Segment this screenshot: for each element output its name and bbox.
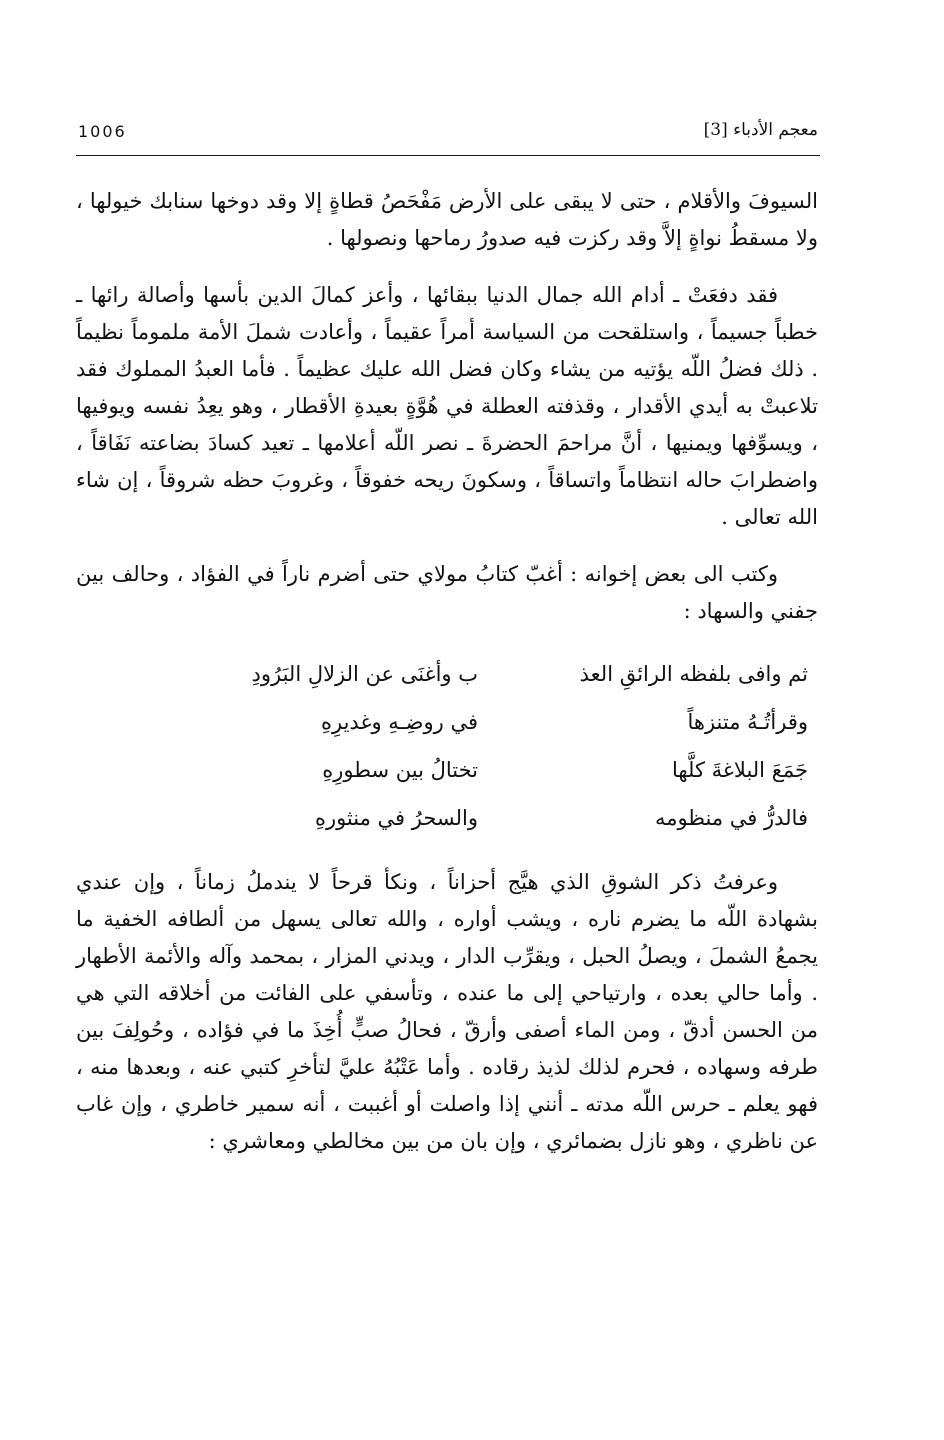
paragraph-closing: وعرفتُ ذكر الشوقِ الذي هيَّج أحزاناً ، ونكأ قرحاً لا يندملُ زماناً ، وإن عندي بشهادة اللّه ما يضرم ناره ، ويشب أواره ، والله تعالى يسهل من ألطافه الخفية ما يجمعُ الشملَ ، ويصلُ الحبل ، ويقرِّب الدار ، ويدني المزار ، بمحمد وآله والأئمة الأطهار . وأما حالي بعده ، وارتياحي إلى ما عنده ، وتأسفي على الفائت من أخلاقه التي هي من الحسن أدقّ ، ومن الماء أصفى وأرقّ ، فحالُ صبٍّ أُخِذَ ما في فؤاده ، وحُولِفَ بين طرفه وسهاده ، فحرم لذلك لذيذ رقاده . وأما عَتْبُهُ عليَّ لتأخرِ كتبي عنه ، وبعدها منه ، فهو يعلم ـ حرس اللّه مدته ـ أنني إذا واصلت أو أغببت ، أنه سمير خاطري ، وإن غاب عن ناظري ، وهو نازل بضمائري ، وإن بان من بين مخالطي ومعاشري :: [76, 870, 818, 1153]
book-title: معجم الأدباء [3]: [703, 120, 818, 140]
paragraph-continuation: السيوفَ والأقلام ، حتى لا يبقى على الأرض مَفْحَصُ قطاةٍ إلا وقد دوخها سنابك خيولها ، ولا مسقطُ نواةٍ إلاَّ وقد ركزت فيه صدورُ رماحها ونصولها .: [76, 189, 818, 250]
paragraph-letter-intro: وكتب الى بعض إخوانه : أغبّ كتابُ مولاي حتى أضرم ناراً في الفؤاد ، وحالف بين جفني والسهاد :: [76, 562, 818, 623]
body-text: [76, 183, 818, 1180]
poem-verse: [76, 794, 818, 842]
verse-first-hemistich: وقرأتُـهُ متنزهاً: [687, 709, 808, 734]
verse-first-hemistich: ثم وافى بلفظه الرائقِ العذ: [579, 661, 808, 686]
verse-first-hemistich: فالدرُّ في منظومه: [654, 805, 808, 830]
verse-second-hemistich: ب وأغنَى عن الزلالِ البَرُودِ: [251, 661, 478, 686]
poem-verse: [76, 650, 818, 698]
poem-verse: [76, 698, 818, 746]
verse-second-hemistich: في روضِـهِ وغديرِهِ: [321, 709, 478, 734]
poem: [76, 650, 818, 842]
paragraph-letter: فقد دفعَتْ ـ أدام الله جمال الدنيا ببقائها ، وأعز كمالَ الدين بأسها وأصالة رائها ـ خطباً جسيماً ، واستلقحت من السياسة أمراً عقيماً ، وأعادت شملَ الأمة ملموماً نظيماً . ذلك فضلُ اللّه يؤتيه من يشاء وكان فضل الله عليك عظيماً . فأما العبدُ المملوك فقد تلاعبتْ به أيدي الأقدار ، وقذفته العطلة في هُوَّةٍ بعيدةِ الأقطار ، وهو يعِدُ نفسه ويوفيها ، ويسوِّفها ويمنيها ، أنَّ مراحمَ الحضرةَ ـ نصر اللّه أعلامها ـ تعيد كسادَ بضاعته نَفَاقاً ، واضطرابَ حاله انتظاماً واتساقاً ، وسكونَ ريحه خفوقاً ، وغروبَ حظه شروقاً ، إن شاء الله تعالى .: [76, 283, 818, 529]
verse-second-hemistich: والسحرُ في منثورهِ: [314, 805, 478, 830]
page-number: 1006: [78, 122, 127, 141]
verse-second-hemistich: تختالُ بين سطورِهِ: [322, 757, 478, 782]
running-head: [78, 120, 818, 150]
verse-first-hemistich: جَمَعَ البلاغةَ كلَّها: [671, 757, 808, 782]
header-rule: [76, 155, 820, 156]
poem-verse: [76, 746, 818, 794]
